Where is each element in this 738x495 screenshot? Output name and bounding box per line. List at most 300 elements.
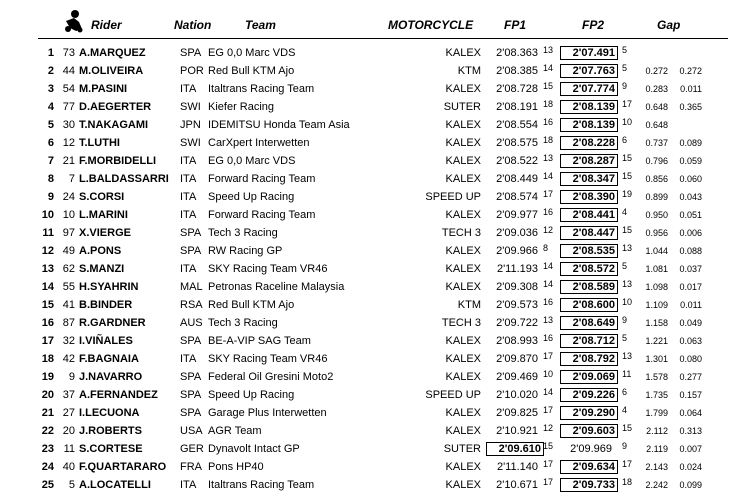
rider-number: 10 — [62, 209, 75, 221]
rider-name: A.FERNANDEZ — [79, 389, 158, 401]
motorcycle: KALEX — [445, 119, 481, 131]
fp2-lap: 13 — [622, 351, 633, 361]
nation-code: SPA — [180, 371, 202, 383]
table-row — [0, 351, 738, 369]
fp2-lap: 15 — [622, 171, 633, 181]
table-row — [0, 153, 738, 171]
fp2-time: 2'09.226 — [560, 388, 618, 402]
gap-previous: 0.313 — [679, 426, 702, 436]
table-row — [0, 63, 738, 81]
team-name: EG 0,0 Marc VDS — [208, 47, 296, 59]
rider-name: A.PONS — [79, 245, 122, 257]
rider-name: F.MORBIDELLI — [79, 155, 156, 167]
rider-name: A.MARQUEZ — [79, 47, 146, 59]
motorcycle: KALEX — [445, 47, 481, 59]
fp2-time: 2'09.069 — [560, 370, 618, 384]
fp2-lap: 5 — [622, 261, 628, 271]
rider-number: 42 — [62, 353, 75, 365]
motorcycle: KALEX — [445, 371, 481, 383]
rider-name: F.BAGNAIA — [79, 353, 139, 365]
gap-first: 0.283 — [645, 84, 668, 94]
fp1-lap: 12 — [543, 225, 554, 235]
rider-number: 20 — [62, 425, 75, 437]
team-name: Italtrans Racing Team — [208, 83, 315, 95]
fp1-lap: 14 — [543, 261, 554, 271]
gap-previous: 0.088 — [679, 246, 702, 256]
gap-previous: 0.063 — [679, 336, 702, 346]
rider-number: 77 — [62, 101, 75, 113]
position: 20 — [41, 389, 54, 401]
team-name: Forward Racing Team — [208, 209, 316, 221]
rider-name: S.CORTESE — [79, 443, 143, 455]
fp1-time: 2'09.469 — [496, 371, 538, 383]
rider-name: S.MANZI — [79, 263, 125, 275]
fp1-time: 2'10.671 — [496, 479, 538, 491]
rider-name: T.NAKAGAMI — [79, 119, 149, 131]
team-name: Garage Plus Interwetten — [208, 407, 327, 419]
fp2-lap: 15 — [622, 423, 633, 433]
gap-first: 1.098 — [645, 282, 668, 292]
nation-code: ITA — [180, 83, 197, 95]
team-name: Tech 3 Racing — [208, 317, 278, 329]
fp1-time: 2'08.728 — [496, 83, 538, 95]
nation-code: ITA — [180, 173, 197, 185]
rider-name: J.NAVARRO — [79, 371, 143, 383]
fp1-time: 2'08.574 — [496, 191, 538, 203]
position: 4 — [47, 101, 54, 113]
fp2-lap: 18 — [622, 477, 633, 487]
nation-code: SWI — [180, 137, 201, 149]
fp2-time: 2'08.792 — [560, 352, 618, 366]
table-row — [0, 405, 738, 423]
gap-first: 2.119 — [646, 444, 668, 454]
team-name: SKY Racing Team VR46 — [208, 353, 328, 365]
fp1-time: 2'10.020 — [496, 389, 538, 401]
table-row — [0, 243, 738, 261]
motorcycle: KALEX — [445, 209, 481, 221]
team-name: Federal Oil Gresini Moto2 — [208, 371, 334, 383]
fp1-time: 2'09.036 — [496, 227, 538, 239]
nation-code: ITA — [180, 353, 197, 365]
fp1-lap: 12 — [543, 423, 554, 433]
rider-number: 9 — [68, 371, 75, 383]
fp2-time: 2'08.139 — [560, 118, 618, 132]
motorcycle: SPEED UP — [425, 191, 481, 203]
fp1-lap: 14 — [543, 63, 554, 73]
gap-previous: 0.011 — [680, 84, 702, 94]
rider-name: S.CORSI — [79, 191, 125, 203]
header-gap: Gap — [657, 18, 681, 32]
rider-number: 49 — [62, 245, 75, 257]
fp2-time: 2'07.491 — [560, 46, 618, 60]
position: 5 — [47, 119, 54, 131]
table-header — [0, 18, 738, 38]
fp1-time: 2'09.825 — [496, 407, 538, 419]
gap-first: 0.956 — [645, 228, 668, 238]
fp2-time: 2'09.290 — [560, 406, 618, 420]
rider-number: 27 — [62, 407, 75, 419]
rider-name: D.AEGERTER — [79, 101, 152, 113]
fp1-lap: 17 — [543, 189, 554, 199]
fp2-time: 2'08.600 — [560, 298, 618, 312]
fp2-lap: 15 — [622, 153, 633, 163]
fp1-time: 2'08.554 — [496, 119, 538, 131]
rider-name: H.SYAHRIN — [79, 281, 139, 293]
position: 15 — [41, 299, 54, 311]
fp2-time: 2'09.969 — [570, 443, 612, 455]
gap-previous: 0.157 — [679, 390, 702, 400]
header-nation: Nation — [174, 18, 212, 32]
fp1-lap: 14 — [543, 171, 554, 181]
gap-first: 1.578 — [645, 372, 668, 382]
fp1-lap: 17 — [543, 351, 554, 361]
table-row — [0, 81, 738, 99]
fp1-time: 2'11.193 — [496, 263, 538, 275]
position: 9 — [47, 191, 54, 203]
rider-name: L.MARINI — [79, 209, 128, 221]
gap-first: 1.301 — [645, 354, 668, 364]
fp1-time: 2'08.449 — [496, 173, 538, 185]
motorcycle: KALEX — [445, 479, 481, 491]
position: 17 — [41, 335, 54, 347]
gap-previous: 0.059 — [679, 156, 702, 166]
rider-name: M.PASINI — [79, 83, 128, 95]
gap-previous: 0.006 — [679, 228, 702, 238]
position: 22 — [41, 425, 54, 437]
fp2-lap: 5 — [622, 45, 628, 55]
rider-number: 73 — [62, 47, 75, 59]
rider-name: M.OLIVEIRA — [79, 65, 144, 77]
position: 25 — [41, 479, 54, 491]
gap-first: 2.112 — [646, 426, 668, 436]
motorcycle: KALEX — [445, 353, 481, 365]
nation-code: ITA — [180, 479, 197, 491]
header-rider: Rider — [91, 18, 122, 32]
fp1-time: 2'09.308 — [496, 281, 538, 293]
table-row — [0, 135, 738, 153]
motorcycle: KALEX — [445, 281, 481, 293]
fp2-time: 2'08.589 — [560, 280, 618, 294]
position: 8 — [47, 173, 54, 185]
gap-previous: 0.049 — [679, 318, 702, 328]
motorcycle: SPEED UP — [425, 389, 481, 401]
rider-number: 30 — [62, 119, 75, 131]
fp2-lap: 6 — [622, 387, 628, 397]
gap-previous: 0.011 — [680, 300, 702, 310]
gap-previous: 0.051 — [679, 210, 702, 220]
gap-first: 0.648 — [645, 102, 668, 112]
table-row — [0, 171, 738, 189]
fp1-lap: 13 — [543, 45, 554, 55]
motorcycle: TECH 3 — [441, 317, 481, 329]
fp1-time: 2'11.140 — [496, 461, 538, 473]
rider-number: 11 — [63, 443, 75, 455]
motorcycle: KALEX — [445, 335, 481, 347]
position: 23 — [41, 443, 54, 455]
motorcycle: KALEX — [445, 263, 481, 275]
motorcycle: KALEX — [445, 461, 481, 473]
gap-previous: 0.043 — [679, 192, 702, 202]
team-name: SKY Racing Team VR46 — [208, 263, 328, 275]
nation-code: SPA — [180, 227, 202, 239]
fp1-lap: 10 — [543, 369, 554, 379]
team-name: BE-A-VIP SAG Team — [208, 335, 311, 347]
rider-number: 12 — [62, 137, 75, 149]
rider-number: 37 — [62, 389, 75, 401]
gap-first: 0.899 — [645, 192, 668, 202]
header-team: Team — [245, 18, 276, 32]
rider-name: B.BINDER — [79, 299, 133, 311]
fp2-time: 2'08.572 — [560, 262, 618, 276]
nation-code: MAL — [180, 281, 203, 293]
rider-number: 62 — [62, 263, 75, 275]
fp2-time: 2'09.733 — [560, 478, 618, 492]
gap-first: 1.081 — [645, 264, 668, 274]
rider-name: X.VIERGE — [79, 227, 131, 239]
fp1-lap: 16 — [543, 297, 554, 307]
gap-first: 0.737 — [645, 138, 668, 148]
team-name: Kiefer Racing — [208, 101, 275, 113]
table-row — [0, 333, 738, 351]
fp2-lap: 10 — [622, 117, 633, 127]
fp2-time: 2'08.712 — [560, 334, 618, 348]
fp2-time: 2'08.535 — [560, 244, 618, 258]
motorcycle: KALEX — [445, 173, 481, 185]
nation-code: SPA — [180, 245, 202, 257]
table-row — [0, 117, 738, 135]
position: 11 — [42, 227, 54, 239]
nation-code: SPA — [180, 407, 202, 419]
header-fp2: FP2 — [582, 18, 605, 32]
fp1-time: 2'08.522 — [496, 155, 538, 167]
fp2-lap: 10 — [622, 297, 633, 307]
team-name: Forward Racing Team — [208, 173, 316, 185]
rider-name: A.LOCATELLI — [79, 479, 151, 491]
nation-code: ITA — [180, 155, 197, 167]
motorcycle: KALEX — [445, 245, 481, 257]
fp2-time: 2'08.228 — [560, 136, 618, 150]
position: 2 — [47, 65, 54, 77]
fp2-lap: 5 — [622, 63, 628, 73]
team-name: Red Bull KTM Ajo — [208, 65, 295, 77]
gap-first: 1.109 — [645, 300, 668, 310]
gap-previous: 0.037 — [679, 264, 702, 274]
nation-code: SWI — [180, 101, 201, 113]
fp2-lap: 13 — [622, 243, 633, 253]
rider-name: I.LECUONA — [79, 407, 140, 419]
fp2-lap: 5 — [622, 333, 628, 343]
header-motorcycle: MOTORCYCLE — [388, 18, 474, 32]
fp1-lap: 13 — [543, 153, 554, 163]
fp1-lap: 14 — [543, 279, 554, 289]
position: 14 — [41, 281, 54, 293]
nation-code: SPA — [180, 335, 202, 347]
fp1-lap: 17 — [543, 477, 554, 487]
fp1-lap: 16 — [543, 207, 554, 217]
fp2-time: 2'07.763 — [560, 64, 618, 78]
gap-first: 0.950 — [645, 210, 668, 220]
nation-code: POR — [180, 65, 204, 77]
rider-number: 5 — [68, 479, 75, 491]
motorcycle: KTM — [457, 65, 481, 77]
fp2-time: 2'08.390 — [560, 190, 618, 204]
fp1-lap: 13 — [543, 315, 554, 325]
fp2-lap: 4 — [622, 207, 628, 217]
table-row — [0, 207, 738, 225]
gap-previous: 0.007 — [679, 444, 702, 454]
nation-code: JPN — [180, 119, 201, 131]
team-name: Speed Up Racing — [208, 389, 295, 401]
gap-previous: 0.024 — [679, 462, 702, 472]
fp1-time: 2'09.610 — [486, 442, 544, 456]
nation-code: SPA — [180, 389, 202, 401]
gap-first: 2.143 — [645, 462, 668, 472]
fp2-lap: 6 — [622, 135, 628, 145]
position: 10 — [41, 209, 54, 221]
rider-name: J.ROBERTS — [79, 425, 142, 437]
gap-first: 2.242 — [645, 480, 668, 490]
fp1-time: 2'08.363 — [496, 47, 538, 59]
fp2-time: 2'08.649 — [560, 316, 618, 330]
team-name: Speed Up Racing — [208, 191, 295, 203]
fp1-lap: 8 — [543, 243, 549, 253]
rider-name: L.BALDASSARRI — [79, 173, 169, 185]
fp2-lap: 15 — [622, 225, 633, 235]
fp2-time: 2'09.603 — [560, 424, 618, 438]
motorcycle: KALEX — [445, 83, 481, 95]
fp1-time: 2'08.191 — [496, 101, 538, 113]
motorcycle: KALEX — [445, 137, 481, 149]
gap-previous: 0.277 — [679, 372, 702, 382]
position: 19 — [41, 371, 54, 383]
gap-first: 0.796 — [645, 156, 668, 166]
position: 3 — [47, 83, 54, 95]
table-row — [0, 369, 738, 387]
position: 18 — [41, 353, 54, 365]
fp2-lap: 17 — [622, 459, 633, 469]
table-row — [0, 423, 738, 441]
fp1-time: 2'08.993 — [496, 335, 538, 347]
nation-code: ITA — [180, 191, 197, 203]
fp2-lap: 11 — [622, 369, 632, 379]
rider-number: 7 — [68, 173, 75, 185]
fp1-time: 2'10.921 — [496, 425, 538, 437]
results-table — [0, 45, 738, 495]
fp1-time: 2'09.977 — [496, 209, 538, 221]
team-name: AGR Team — [208, 425, 262, 437]
fp1-lap: 14 — [543, 387, 554, 397]
position: 6 — [47, 137, 54, 149]
header-divider — [38, 38, 728, 39]
fp1-time: 2'09.870 — [496, 353, 538, 365]
table-row — [0, 225, 738, 243]
nation-code: RSA — [180, 299, 203, 311]
motorcycle: TECH 3 — [441, 227, 481, 239]
fp1-time: 2'08.575 — [496, 137, 538, 149]
motorcycle: KALEX — [445, 425, 481, 437]
fp2-time: 2'08.441 — [560, 208, 618, 222]
position: 12 — [41, 245, 54, 257]
motorcycle: KALEX — [445, 155, 481, 167]
fp2-lap: 9 — [622, 81, 628, 91]
gap-previous: 0.272 — [679, 66, 702, 76]
fp1-time: 2'08.385 — [496, 65, 538, 77]
fp2-time: 2'09.634 — [560, 460, 618, 474]
table-row — [0, 279, 738, 297]
nation-code: USA — [180, 425, 203, 437]
fp1-lap: 18 — [543, 135, 554, 145]
team-name: Pons HP40 — [208, 461, 264, 473]
table-row — [0, 189, 738, 207]
table-row — [0, 297, 738, 315]
motorcycle: KTM — [457, 299, 481, 311]
fp1-time: 2'09.722 — [496, 317, 538, 329]
fp2-lap: 9 — [622, 315, 628, 325]
gap-first: 1.735 — [645, 390, 668, 400]
nation-code: ITA — [180, 263, 197, 275]
gap-first: 1.158 — [645, 318, 668, 328]
fp1-lap: 17 — [543, 459, 554, 469]
fp2-lap: 13 — [622, 279, 633, 289]
position: 21 — [41, 407, 54, 419]
position: 7 — [47, 155, 54, 167]
gap-previous: 0.365 — [679, 102, 702, 112]
team-name: CarXpert Interwetten — [208, 137, 310, 149]
rider-number: 97 — [62, 227, 75, 239]
nation-code: SPA — [180, 47, 202, 59]
fp2-lap: 17 — [622, 99, 633, 109]
fp1-lap: 18 — [543, 99, 554, 109]
rider-number: 32 — [62, 335, 75, 347]
table-row — [0, 315, 738, 333]
fp1-lap: 17 — [543, 405, 554, 415]
fp1-lap: 16 — [543, 333, 554, 343]
position: 13 — [41, 263, 54, 275]
rider-number: 21 — [62, 155, 75, 167]
rider-number: 40 — [62, 461, 75, 473]
motorcycle: SUTER — [443, 101, 481, 113]
gap-previous: 0.080 — [679, 354, 702, 364]
fp2-time: 2'07.774 — [560, 82, 618, 96]
team-name: Dynavolt Intact GP — [208, 443, 300, 455]
gap-first: 0.272 — [645, 66, 668, 76]
nation-code: AUS — [180, 317, 203, 329]
fp1-time: 2'09.966 — [496, 245, 538, 257]
rider-name: I.VIÑALES — [79, 335, 133, 347]
table-row — [0, 387, 738, 405]
motorcycle: KALEX — [445, 407, 481, 419]
gap-previous: 0.064 — [679, 408, 702, 418]
fp2-time: 2'08.447 — [560, 226, 618, 240]
nation-code: GER — [180, 443, 204, 455]
gap-first: 0.648 — [645, 120, 668, 130]
fp1-lap: 15 — [543, 441, 554, 451]
table-row — [0, 99, 738, 117]
rider-number: 55 — [62, 281, 75, 293]
fp2-lap: 19 — [622, 189, 633, 199]
gap-previous: 0.017 — [679, 282, 702, 292]
team-name: IDEMITSU Honda Team Asia — [208, 119, 350, 131]
fp2-lap: 4 — [622, 405, 628, 415]
team-name: Italtrans Racing Team — [208, 479, 315, 491]
rider-number: 44 — [62, 65, 75, 77]
table-row — [0, 261, 738, 279]
motorcycle: SUTER — [443, 443, 481, 455]
gap-previous: 0.099 — [679, 480, 702, 490]
position: 16 — [41, 317, 54, 329]
fp1-lap: 16 — [543, 117, 554, 127]
gap-first: 1.221 — [645, 336, 668, 346]
